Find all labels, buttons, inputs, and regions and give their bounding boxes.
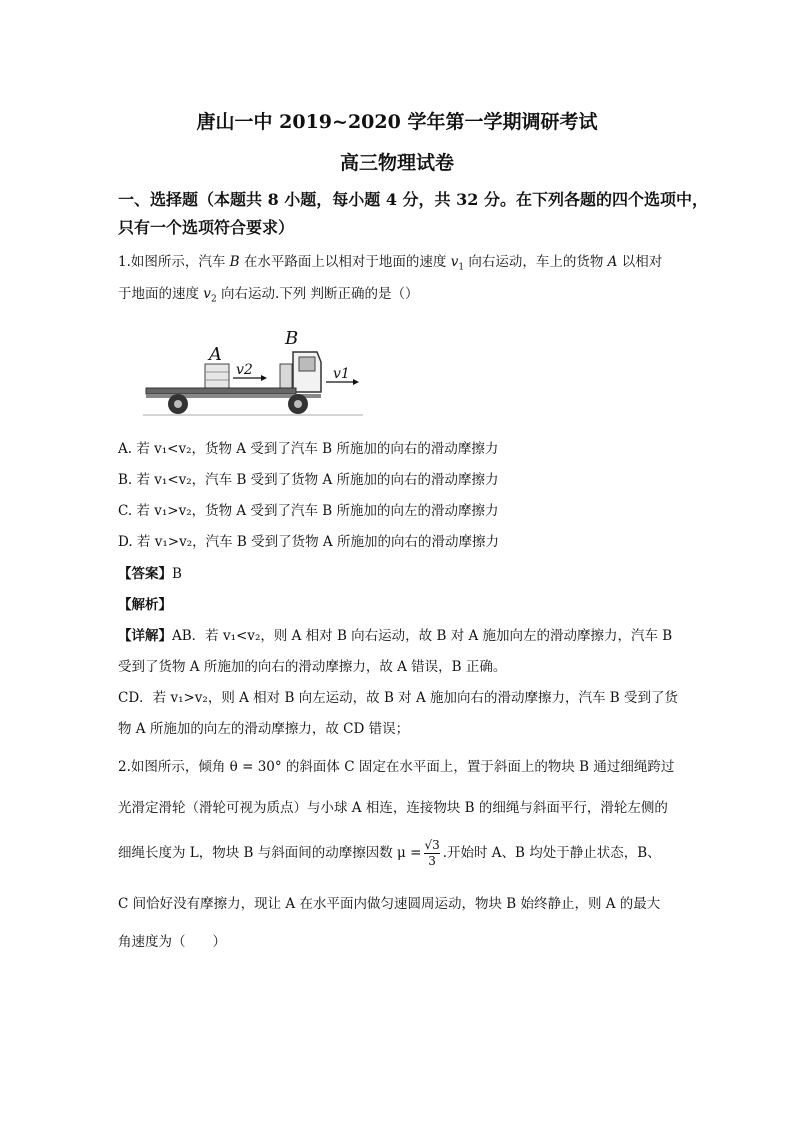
section-heading-line1: 一、选择题（本题共 8 小题，每小题 4 分，共 32 分。在下列各题的四个选项中， [118, 190, 708, 209]
q1-line1: 1.如图所示，汽车 B 在水平路面上以相对于地面的速度 $v_1$ 向右运动，车上的货物 A 以相对 [118, 254, 663, 273]
mu-fraction: $\frac{√3}{3}$ [424, 838, 440, 868]
detail-tag: 【详解】 [118, 628, 172, 644]
answer-line [118, 562, 182, 582]
page-title: 唐山一中 2019~2020 学年第一学期调研考试 [196, 111, 598, 133]
option-a: A. 若 v₁<v₂，货物 A 受到了汽车 B 所施加的向右的滑动摩擦力 [118, 441, 499, 457]
section-heading-line2: 只有一个选项符合要求） [118, 218, 295, 237]
label-B: B [285, 328, 299, 349]
label-v1: v1 [333, 366, 350, 382]
q2-line1: 2.如图所示，倾角 θ = 30° 的斜面体 C 固定在水平面上，置于斜面上的物块 B 通过细绳跨过 [118, 759, 675, 775]
q1-line2: 于地面的速度 $v_2$ 向右运动.下列 判断正确的是（） [118, 286, 419, 305]
detail-line4: 物 A 所施加的向左的滑动摩擦力，故 CD 错误； [118, 721, 410, 737]
option-d: D. 若 v₁>v₂，汽车 B 受到了货物 A 所施加的向右的滑动摩擦力 [118, 534, 499, 550]
q2-line5: 角速度为（ ） [118, 934, 226, 950]
detail-line2: 受到了货物 A 所施加的向右的滑动摩擦力，故 A 错误，B 正确。 [118, 659, 507, 675]
q2-line3: 细绳长度为 L，物块 B 与斜面间的动摩擦因数 μ = $\frac{√3}{3}$ .开始时 A、B 均处于静止状态，B、 [118, 838, 661, 868]
answer-tag: 【答案】 [118, 566, 172, 582]
page-subtitle: 高三物理试卷 [339, 152, 454, 174]
detail-line1: 【详解】AB．若 v₁<v₂，则 A 相对 B 向右运动，故 B 对 A 施加向左的滑动摩擦力，汽车 B [118, 628, 673, 644]
option-c: C. 若 v₁>v₂，货物 A 受到了汽车 B 所施加的向左的滑动摩擦力 [118, 503, 499, 519]
label-v2: v2 [236, 362, 253, 378]
detail-line3: CD．若 v₁>v₂，则 A 相对 B 向左运动，故 B 对 A 施加向右的滑动摩擦力，汽车 B 受到了货 [118, 690, 679, 706]
cargo-box [205, 364, 229, 388]
analysis-tag: 【解析】 [118, 597, 172, 613]
option-b: B. 若 v₁<v₂，汽车 B 受到了货物 A 所施加的向右的滑动摩擦力 [118, 472, 499, 488]
truck-bed [146, 388, 296, 394]
truck-figure [143, 322, 368, 422]
label-A: A [209, 344, 222, 365]
q2-line4: C 间恰好没有摩擦力，现让 A 在水平面内做匀速圆周运动，物块 B 始终静止，则 A 的最大 [118, 896, 661, 912]
q2-line2: 光滑定滑轮（滑轮可视为质点）与小球 A 相连，连接物块 B 的细绳与斜面平行，滑轮左侧的 [118, 800, 668, 816]
answer-value: B [172, 566, 182, 582]
